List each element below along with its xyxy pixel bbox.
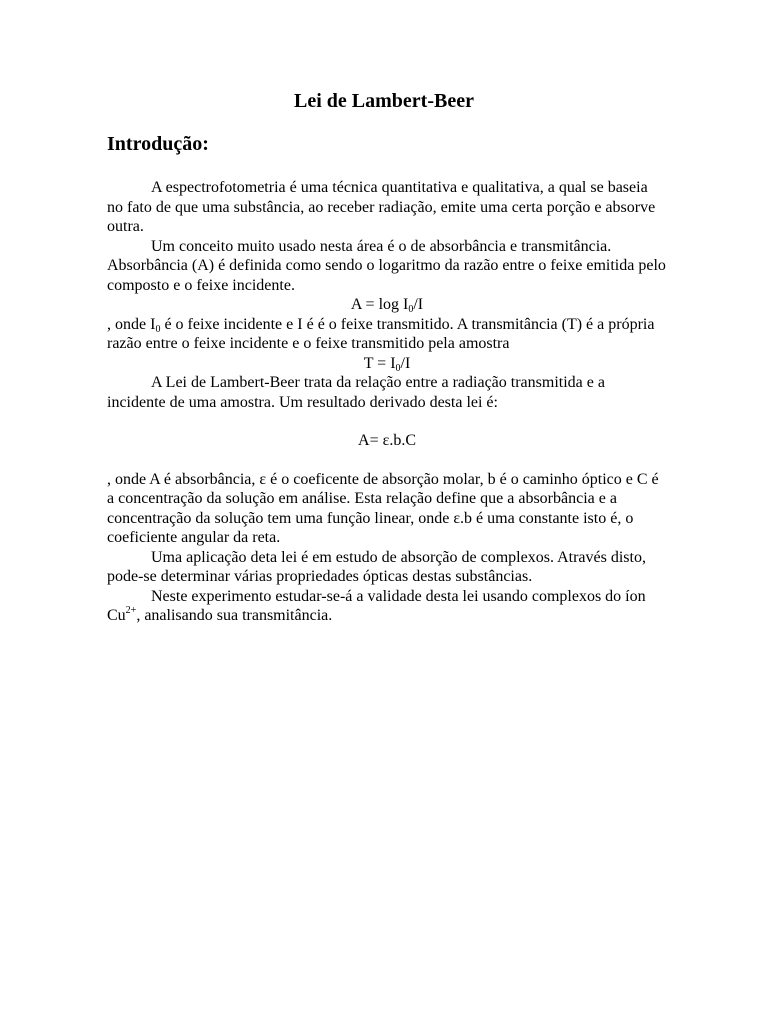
- paragraph-application: Uma aplicação deta lei é em estudo de absorção de complexos. Através disto, pode-se determinar várias propriedades ópticas destas substâncias.: [107, 548, 646, 585]
- equation-transmittance-subscript: 0: [395, 362, 401, 374]
- paragraph-transmittance-prefix: , onde I: [107, 315, 156, 333]
- equation-absorbance-prefix: A = log I: [350, 296, 409, 313]
- paragraph-experiment-superscript: 2+: [125, 605, 137, 616]
- equation-transmittance: [107, 354, 667, 374]
- paragraph-absorbance: Um conceito muito usado nesta área é o de absorbância e transmitância. Absorbância (A) é definida como sendo o logaritmo da razão entre o feixe emitida pelo composto e o feixe incidente.: [107, 237, 666, 294]
- paragraph-experiment: [107, 587, 667, 626]
- paragraph-experiment-suffix: , analisando sua transmitância.: [136, 607, 333, 624]
- paragraph-lambert-beer: A Lei de Lambert-Beer trata da relação entre a radiação transmitida e a incidente de uma amostra. Um resultado derivado desta lei é:: [107, 374, 605, 411]
- document-body: [107, 178, 667, 626]
- equation-absorbance-subscript: 0: [408, 304, 414, 315]
- paragraph-experiment-prefix: Neste experimento estudar-se-á a validade desta lei usando complexos do íon Cu: [107, 587, 646, 624]
- document-title: Lei de Lambert-Beer: [294, 90, 474, 112]
- paragraph-definitions: , onde A é absorbância, ε é o coeficente de absorção molar, b é o caminho óptico e C é a concentração da solução em análise. Esta relação define que a absorbância e a concentração da solução tem uma função linear, onde ε.b é uma constante isto é, o coeficiente angular da reta.: [107, 470, 659, 546]
- paragraph-transmittance: [107, 315, 667, 354]
- equation-absorbance-suffix: /I: [413, 296, 424, 313]
- paragraph-intro: A espectrofotometria é uma técnica quantitativa e qualitativa, a qual se baseia no fato de que uma substância, ao receber radiação, emite uma certa porção e absorve outra.: [107, 179, 656, 235]
- equation-absorbance: [107, 295, 667, 315]
- equation-transmittance-prefix: T = I: [363, 354, 396, 372]
- paragraph-transmittance-suffix: é o feixe incidente e I é é o feixe transmitido. A transmitância (T) é a própria razão entre o feixe incidente e o feixe transmitido pela amostra: [107, 315, 655, 352]
- paragraph-transmittance-subscript: 0: [155, 323, 161, 335]
- equation-transmittance-suffix: /I: [400, 354, 411, 372]
- section-heading: Introdução:: [107, 133, 209, 155]
- equation-lambert-beer: A= ε.b.C: [358, 432, 416, 449]
